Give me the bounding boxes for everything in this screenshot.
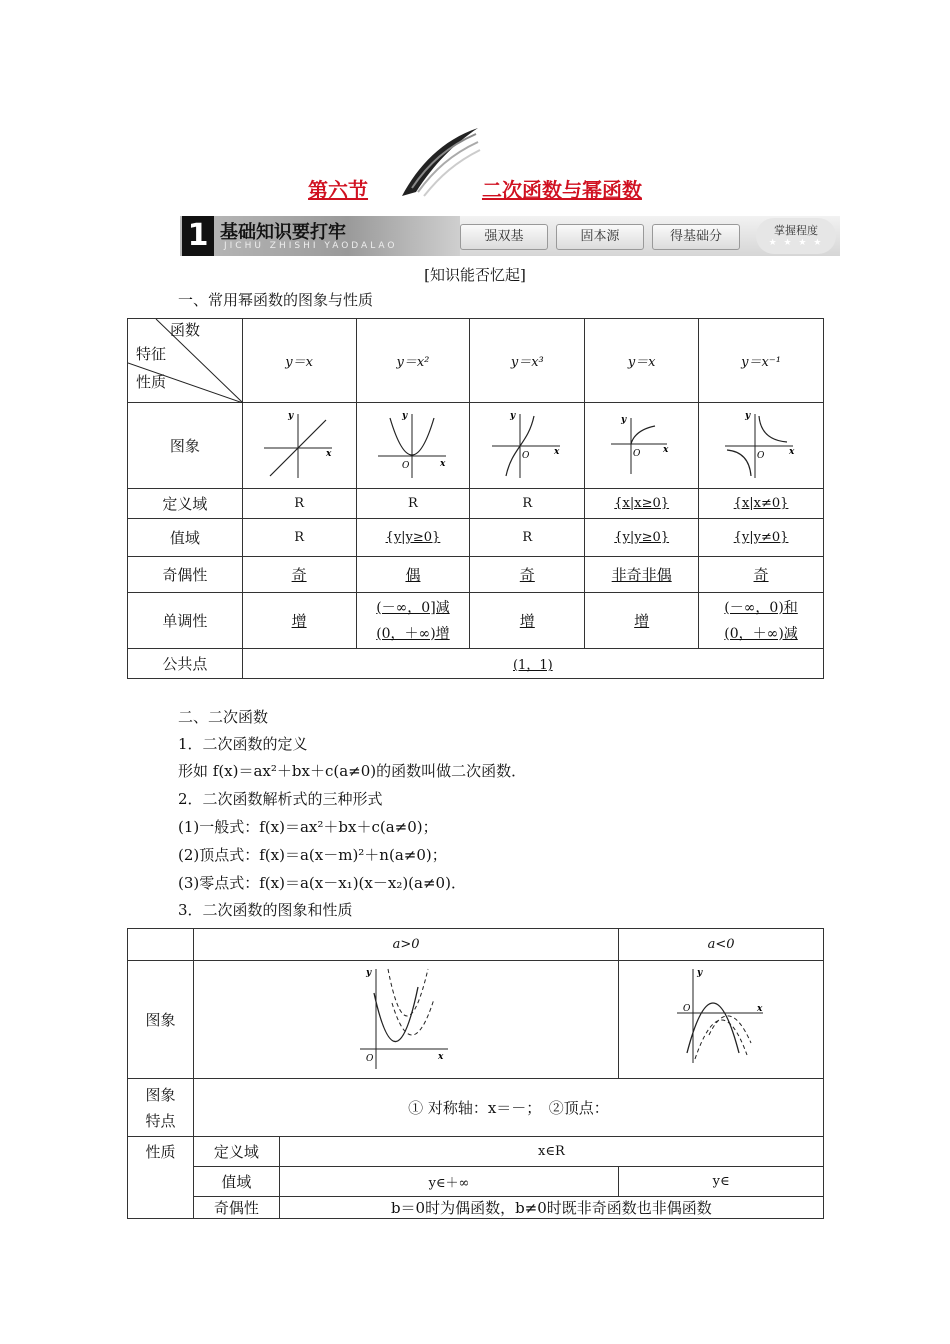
parity-value: 奇 [291,566,307,584]
graph-parabola-down [673,963,769,1073]
axis-origin: O [683,1003,691,1014]
range-cell [699,519,824,557]
common-point-cell [242,649,823,679]
row-label-graph2: 图象 [128,961,194,1079]
axis-y: y [697,967,703,978]
definition-text: 形如 f(x)＝ax²＋bx＋c(a≠0)的函数叫做二次函数． [178,762,527,780]
parity-cell [242,557,356,593]
form-vertex: (2)顶点式：f(x)＝a(x－m)²＋n(a≠0)； [178,846,447,864]
func-header: y＝x⁻¹ [699,319,824,403]
parity-value: 奇 [753,566,769,584]
graph-cell [356,403,470,489]
monotonic-cell [242,593,356,649]
monotonic-value: (－∞，0)和 [724,599,798,616]
graph-title: 3．二次函数的图象和性质 [178,901,353,919]
star-icons: ★ ★ ★ ★ [768,238,824,248]
graph-parabola-up [358,963,454,1073]
recall-heading: [知识能否忆起] [424,266,526,284]
monotonic-cell [470,593,585,649]
feature-text: ① 对称轴：x＝－； ②顶点： [193,1079,823,1137]
axis-x: x [438,1051,444,1062]
parity-value: 偶 [405,566,421,584]
row-label-common: 公共点 [128,649,243,679]
func-header: y＝x [242,319,356,403]
section2-heading: 二、二次函数 [178,708,269,726]
monotonic-value: (0，＋∞)减 [724,625,798,642]
monotonic-value: 增 [634,612,650,630]
quadratic-table [127,928,824,1219]
graph-linear [262,408,336,480]
axis-y: y [745,410,751,421]
graph-sqrt [605,408,679,480]
graph-square [376,408,450,480]
section-title: 二次函数与幂函数 [481,178,642,202]
monotonic-cell [356,593,470,649]
domain-cell: R [356,489,470,519]
domain-value: {x|x≥0} [614,496,670,511]
feature-label-line1: 图象 [145,1085,176,1104]
row-label-monotonic: 单调性 [128,593,243,649]
section1-heading: 一、常用幂函数的图象与性质 [178,291,374,309]
banner-button-3: 得基础分 [652,224,740,250]
axis-y: y [510,410,516,421]
banner-number: 1 [182,216,214,256]
func-header: y＝x³ [470,319,585,403]
graph-negative-cell [619,961,824,1079]
section-number: 第六节 [308,178,369,202]
axis-origin: O [401,460,410,471]
form-general: (1)一般式：f(x)＝ax²＋bx＋c(a≠0)； [178,818,438,836]
row-label-range: 值域 [128,519,243,557]
banner-title: 基础知识要打牢 [220,222,346,243]
monotonic-value: (－∞，0]减 [376,599,450,616]
mastery-badge [756,218,836,254]
row-label-domain: 定义域 [128,489,243,519]
corner-top: 函数 [170,321,201,339]
power-function-table [127,318,824,679]
corner-bottom: 性质 [136,373,167,391]
parity-cell [585,557,699,593]
axis-y: y [620,414,626,425]
parity-cell [356,557,470,593]
parity-value: 奇 [519,566,535,584]
axis-y: y [366,967,372,978]
banner-pinyin: JICHU ZHISHI YAODALAO [224,241,398,251]
axis-origin: O [632,448,641,459]
monotonic-cell [585,593,699,649]
axis-x: x [439,458,446,469]
prop-range-neg: y∈ [619,1167,824,1197]
page-title [0,174,950,203]
graph-cube [490,408,564,480]
prop-label-domain: 定义域 [193,1137,279,1167]
row-label-parity: 奇偶性 [128,557,243,593]
prop-range-pos: y∈＋∞ [279,1167,618,1197]
row-label-props: 性质 [128,1137,194,1219]
monotonic-value: 增 [291,612,307,630]
axis-x: x [326,448,332,459]
func-header: y＝x² [356,319,470,403]
monotonic-value: 增 [519,612,535,630]
prop-domain-value: x∈R [279,1137,823,1167]
axis-y: y [401,410,408,421]
prop-parity-value: b＝0时为偶函数，b≠0时既非奇函数也非偶函数 [279,1197,823,1219]
banner-button-2: 固本源 [556,224,644,250]
range-value: {y|y≠0} [733,530,789,545]
parity-value: 非奇非偶 [611,566,672,584]
domain-cell [585,489,699,519]
func-header: y＝x [585,319,699,403]
col-a-negative: a<0 [619,929,824,961]
axis-origin: O [522,450,530,461]
definition-title: 1．二次函数的定义 [178,735,308,753]
corner-mid: 特征 [136,345,167,363]
range-value: {y|y≥0} [614,530,670,545]
axis-x: x [757,1003,763,1014]
prop-label-parity: 奇偶性 [193,1197,279,1219]
axis-x: x [662,444,669,455]
axis-y: y [288,410,294,421]
row-label-graph: 图象 [128,403,243,489]
col-a-positive: a>0 [193,929,618,961]
prop-label-range: 值域 [193,1167,279,1197]
parity-cell [470,557,585,593]
common-point-value: (1，1) [512,658,553,673]
graph-reciprocal [721,408,801,480]
form-zero: (3)零点式：f(x)＝a(x－x₁)(x－x₂)(a≠0)． [178,874,466,892]
range-cell [585,519,699,557]
axis-origin: O [757,450,765,461]
parity-cell [699,557,824,593]
domain-cell [699,489,824,519]
range-cell [356,519,470,557]
range-value: {y|y≥0} [385,530,441,545]
axis-x: x [554,446,560,457]
graph-positive-cell [193,961,618,1079]
range-cell: R [242,519,356,557]
row-label-feature [128,1079,194,1137]
monotonic-cell [699,593,824,649]
domain-cell: R [470,489,585,519]
graph-cell [699,403,824,489]
mastery-badge-label: 掌握程度 [774,224,818,237]
range-cell: R [470,519,585,557]
monotonic-value: (0，＋∞)增 [376,625,450,642]
axis-x: x [789,446,795,457]
empty-corner [128,929,194,961]
axis-origin: O [366,1053,374,1064]
graph-cell [242,403,356,489]
banner-button-1: 强双基 [460,224,548,250]
graph-cell [470,403,585,489]
feature-label-line2: 特点 [145,1111,176,1130]
domain-cell: R [242,489,356,519]
forms-title: 2．二次函数解析式的三种形式 [178,790,383,808]
domain-value: {x|x≠0} [733,496,789,511]
section-banner [180,216,840,256]
graph-cell [585,403,699,489]
corner-cell [128,319,243,403]
